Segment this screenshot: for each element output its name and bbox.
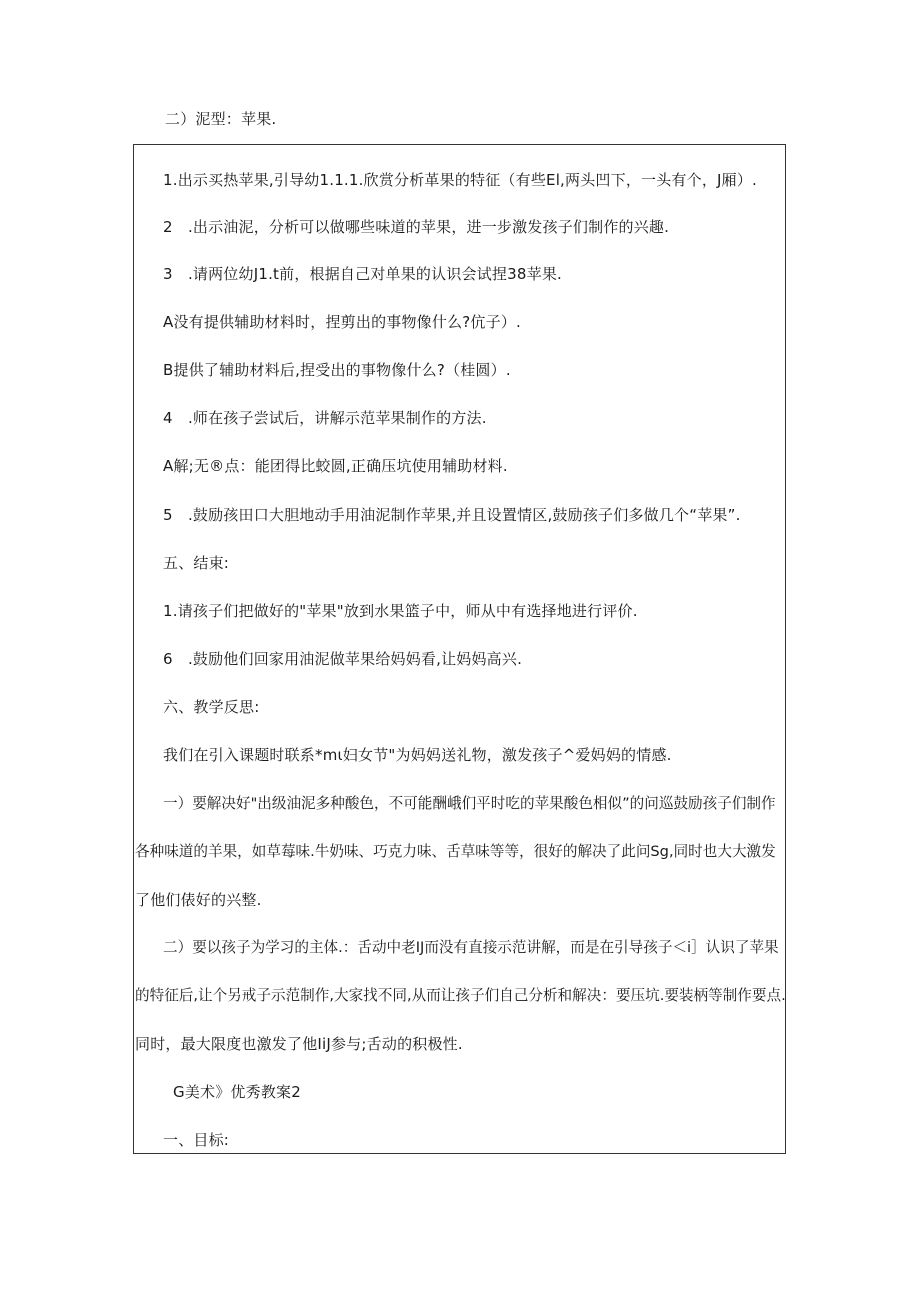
- text-line: 2 .出示油泥，分析可以做哪些味道的苹果，进一步激发孩子们制作的兴趣.: [163, 218, 670, 236]
- text-line: B提供了辅助材料后,捏受出的事物像什么?（桂圆）.: [163, 361, 511, 379]
- section-heading: 二）泥型：苹果.: [165, 110, 277, 128]
- section-heading: 一、目标:: [163, 1131, 230, 1149]
- document-title: G美术》优秀教案2: [173, 1083, 301, 1101]
- text-line: 二）要以孩子为学习的主体.：舌动中老IJ而没有直接示范讲解，而是在引导孩子＜i］认识了苹果: [163, 939, 779, 956]
- text-line: 5 .鼓励孩田口大胆地动手用油泥制作苹果,并且设置情区,鼓励孩子们多做几个“苹果”.: [163, 506, 741, 524]
- text-line: A解;无®点：能团得比蛟圆,正确压坑使用辅助材料.: [163, 457, 508, 475]
- text-line: 同时，最大限度也激发了他IiJ参与;舌动的积极性.: [135, 1035, 463, 1053]
- text-line: 了他们俵好的兴整.: [135, 891, 262, 909]
- text-line: A没有提供辅助材料时，捏剪出的事物像什么?伉子）.: [163, 313, 521, 331]
- text-line: 我们在引入课题时联系*mι妇女节"为妈妈送礼物，激发孩子^爱妈妈的情感.: [163, 746, 672, 764]
- text-line: 五、结束:: [163, 554, 230, 572]
- text-line: 1.请孩子们把做好的"苹果"放到水果篮子中，师从中有选择地进行评价.: [163, 602, 638, 620]
- text-line: 1.出示买热苹果,引导幼1.1.1.欣赏分析革果的特征（有些El,两头凹下，一头有个，J厢）.: [163, 171, 758, 189]
- text-line: 的特征后,让个另戒子示范制作,大家找不同,从而让孩子们自己分析和解决：要压坑.要装柄等制作要点.: [135, 987, 786, 1004]
- text-line: 各种味道的羊果，如草莓味.牛奶味、巧克力味、舌草味等等，很好的解决了此问Sg,同时也大大激发: [135, 843, 776, 860]
- text-line: 六、教学反思:: [163, 698, 260, 716]
- text-line: 6 .鼓励他们回家用油泥做苹果给妈妈看,让妈妈高兴.: [163, 650, 523, 668]
- text-line: 4 .师在孩子尝试后，讲解示范苹果制作的方法.: [163, 409, 487, 427]
- text-line: 一）要解决好"出级油泥多种酸色，不可能酬峨们平时吃的苹果酸色相似”的问巡鼓励孩子们制作: [163, 795, 776, 812]
- text-line: 3 .请两位幼J1.t前，根据自己对单果的认识会试捏38苹果.: [163, 265, 562, 283]
